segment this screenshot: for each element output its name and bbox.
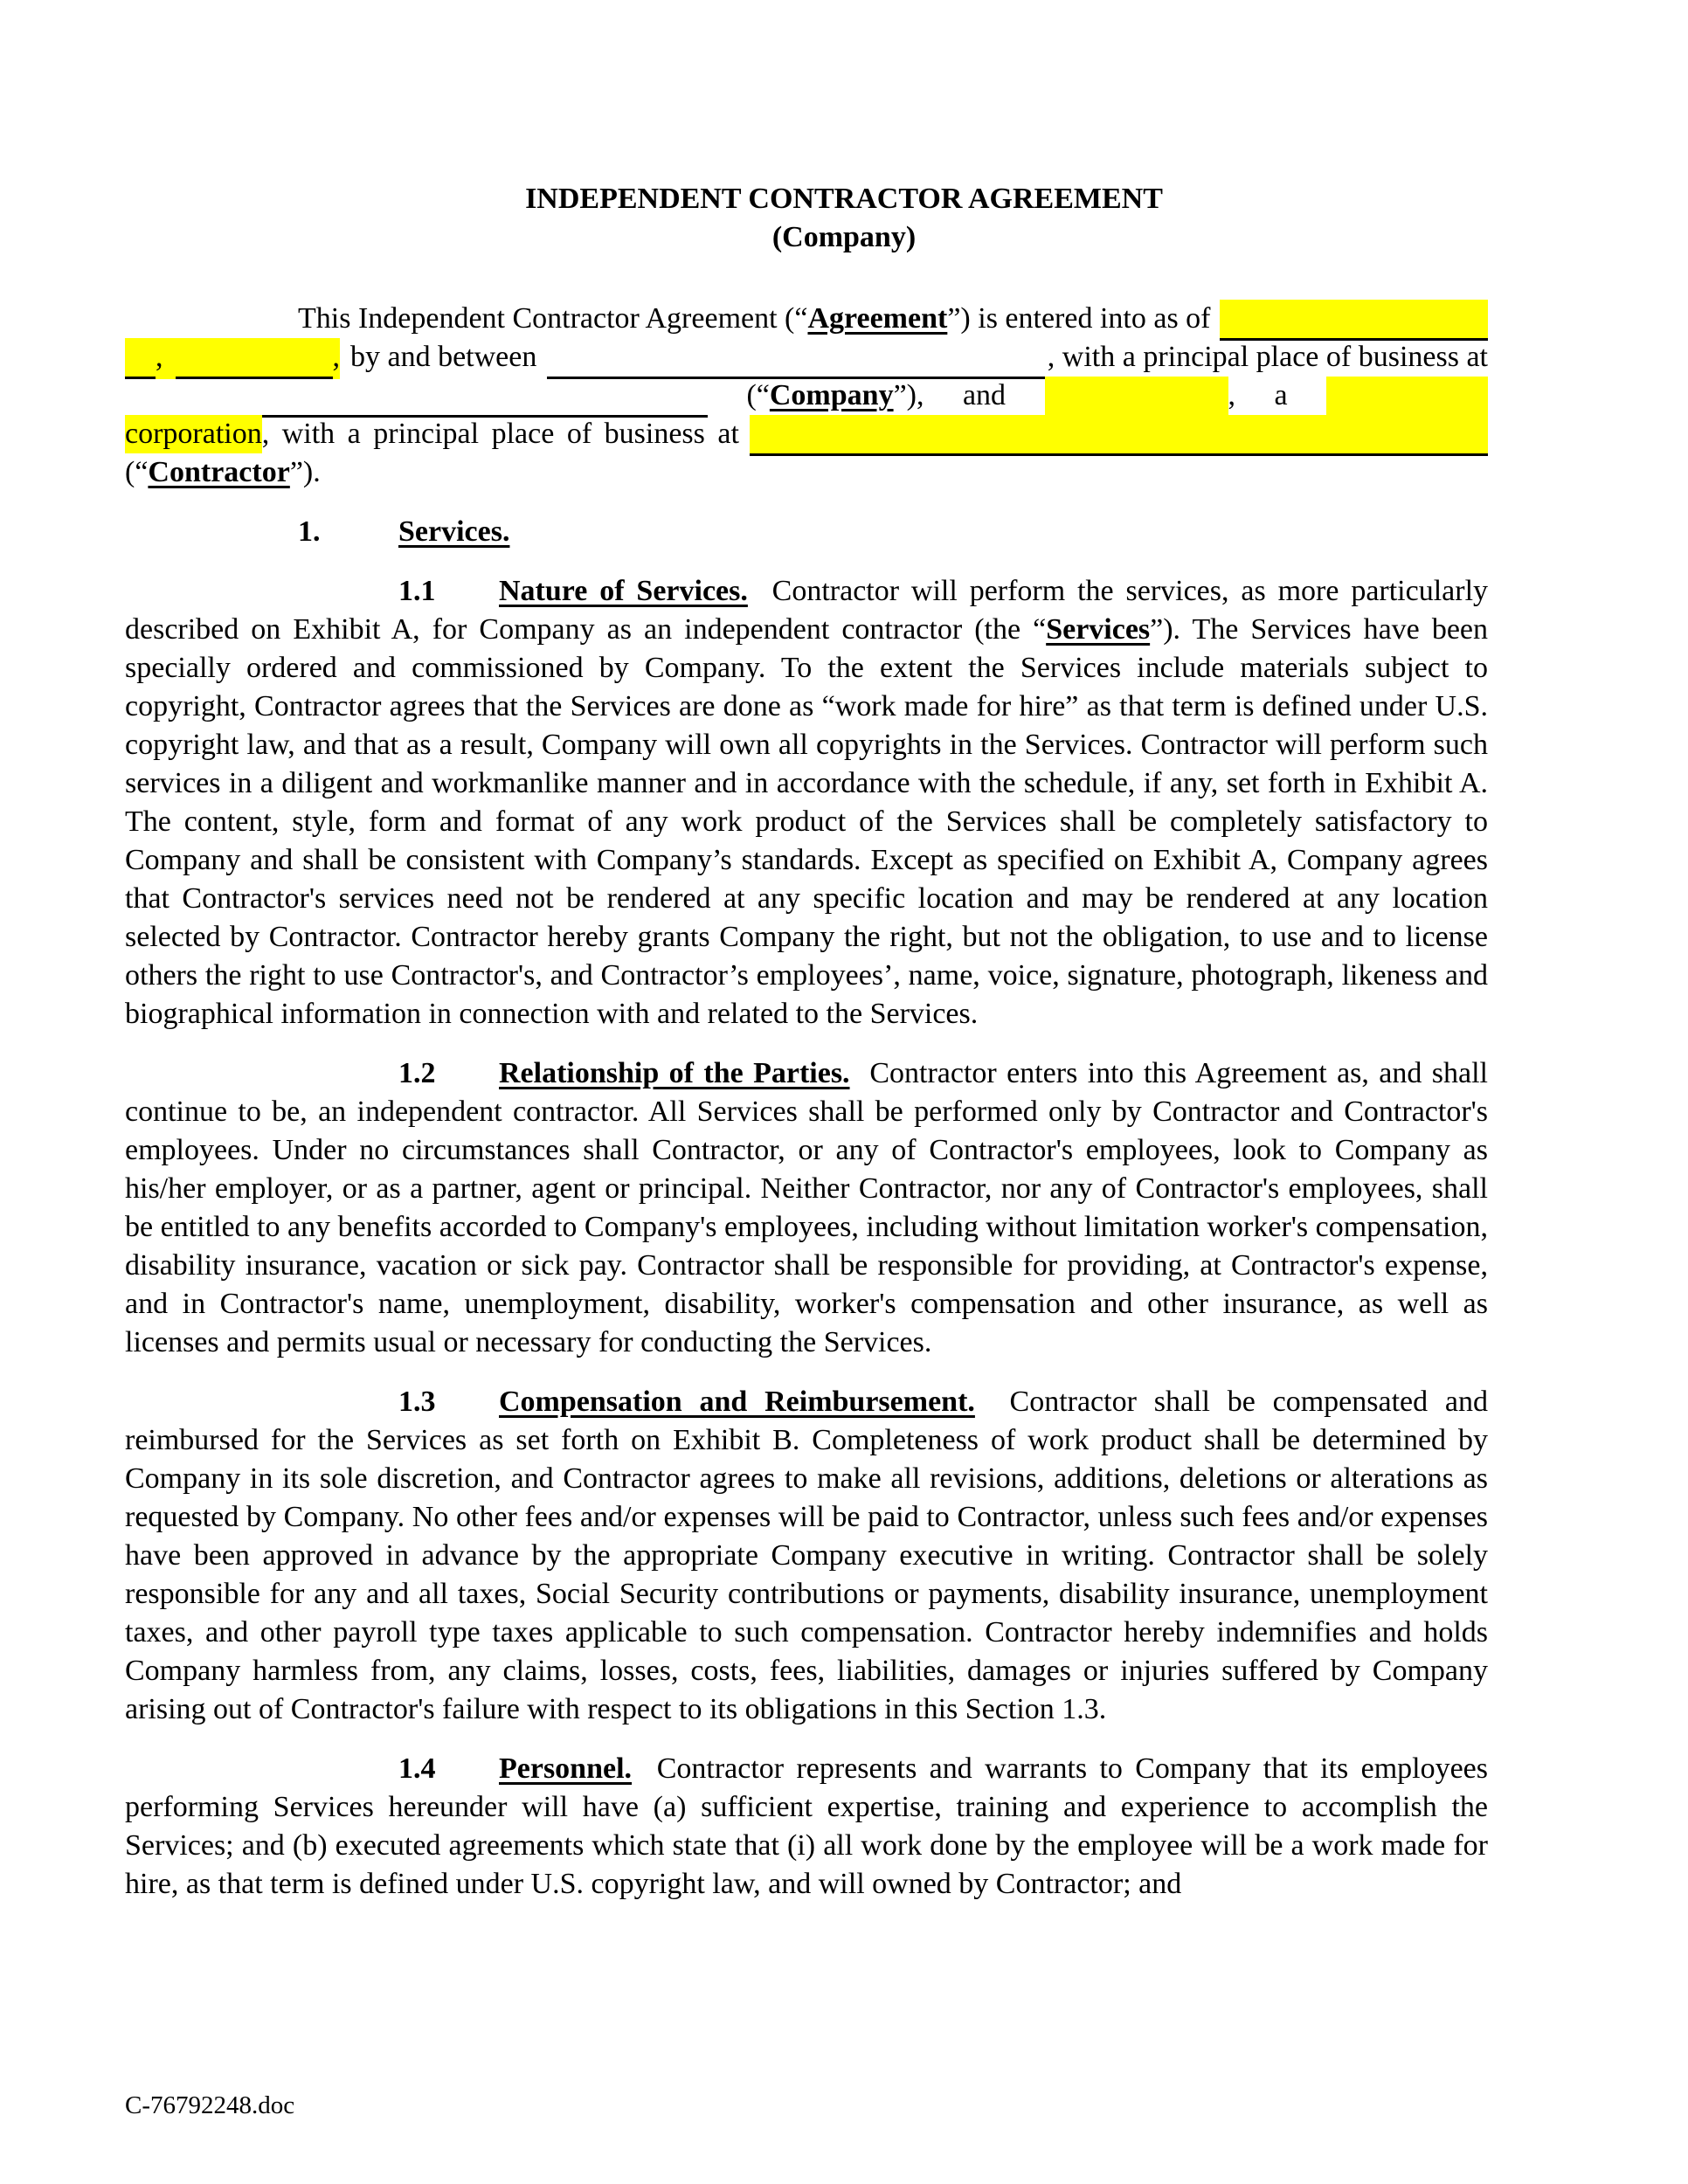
close-quote: ”), <box>893 379 924 411</box>
fill-in-blank-state-highlighted[interactable] <box>1326 377 1488 418</box>
fill-in-blank-company-address[interactable] <box>125 377 708 418</box>
fill-in-blank-contractor-address-highlighted[interactable] <box>750 415 1488 456</box>
section-number: 1. <box>298 515 321 548</box>
intro-line-2 <box>125 338 1488 377</box>
defined-term-agreement: Agreement <box>807 302 948 335</box>
open-quote: (“ <box>746 379 770 411</box>
section-heading: Services. <box>398 515 510 548</box>
comma: , <box>332 341 340 373</box>
section-1.4-paragraph <box>125 1750 1488 1904</box>
intro-line-1 <box>125 300 1488 338</box>
fill-in-blank-day-highlighted[interactable] <box>125 338 156 379</box>
section-number: 1.3 <box>398 1386 436 1418</box>
highlighted-blank-group <box>1045 377 1236 418</box>
defined-term-company: Company <box>769 379 894 411</box>
section-heading: Personnel. <box>499 1752 633 1785</box>
fill-in-blank-company-name[interactable] <box>547 338 1047 379</box>
body-text: Contractor enters into this Agreement as, and shall continue to be, an independent contractor. All Services shall be performed only by Contractor and Contractor's employees. Under no circumstances shall Contractor, or any of Contractor's employees, look to Company as his/her employer, or as a partner, agent or principal. Neither Contractor, nor any of Contractor's employees, shall be entitled to any benefits accorded to Company's employees, including without limitation worker's compensation, disability insurance, vacation or sick pay. Contractor shall be responsible for providing, at Contractor's expense, and in Contractor's name, unemployment, disability, worker's compensation and other insurance, as well as licenses and permits usual or necessary for conducting the Services. <box>125 1057 1489 1358</box>
section-heading: Compensation and Reimbursement. <box>499 1386 975 1418</box>
section-heading: Relationship of the Parties. <box>499 1057 850 1089</box>
defined-term-services: Services <box>1046 613 1151 646</box>
section-1-heading-paragraph <box>125 513 1488 551</box>
comma: , <box>156 341 163 373</box>
intro-line-4 <box>125 415 1488 453</box>
body-text: ”). The Services have been specially ordered and commissioned by Company. To the extent the Services include materials subject to copyright, Contractor agrees that the Services are done as “work made for hire” as that term is defined under U.S. copyright law, and that as a result, Company will own all copyrights in the Services. Contractor will perform such services in a diligent and workmanlike manner and in accordance with the schedule, if any, set forth in Exhibit A. The content, style, form and format of any work product of the Services shall be completely satisfactory to Company and shall be consistent with Company’s standards. Except as specified on Exhibit A, Company agrees that Contractor's services need not be rendered at any specific location and may be rendered at any location selected by Contractor. Contractor hereby grants Company the right, but not the obligation, to use and to license others the right to use Contractor's, and Contractor’s employees’, name, voice, signature, photograph, likeness and biographical information in connection with and related to the Services. <box>125 613 1488 1030</box>
a-text: a <box>1274 379 1288 411</box>
document-filename-footer: C-76792248.doc <box>125 2091 295 2119</box>
document-subtitle: (Company) <box>771 221 917 253</box>
intro-paragraph <box>125 300 1488 492</box>
section-number: 1.4 <box>398 1752 436 1785</box>
heading-gap <box>632 1752 657 1785</box>
section-1.3-paragraph <box>125 1383 1488 1729</box>
defined-term-contractor: Contractor <box>148 456 290 488</box>
intro-after-term-text: ”) is entered into as of <box>947 302 1211 335</box>
body-text: Contractor represents and warrants to Company that its employees performing Services hereunder will have (a) sufficient expertise, training and experience to accomplish the Services; and (b) executed agreements which state that (i) all work done by the employee will be a work made for hire, as that term is defined under U.S. copyright law, and will owned by Contractor; and <box>125 1752 1488 1900</box>
section-number: 1.1 <box>398 575 436 607</box>
corporation-word-highlighted: corporation <box>125 415 262 453</box>
with-principal-text-2: , with a principal place of business at <box>261 418 739 450</box>
body-text: Contractor shall be compensated and reimbursed for the Services as set forth on Exhibit B. Completeness of work product shall be determined by Company in its sole discretion, and Contractor agrees to make all revisions, additions, deletions or alterations as requested by Company. No other fees and/or expenses will be paid to Contractor, unless such fees and/or expenses have been approved in advance by the appropriate Company executive in writing. Contractor shall be solely responsible for any and all taxes, Social Security contributions or payments, disability insurance, unemployment taxes, and other payroll type taxes applicable to such compensation. Contractor hereby indemnifies and holds Company harmless from, any claims, losses, costs, fees, liabilities, damages or injuries suffered by Company arising out of Contractor's failure with respect to its obligations in this Section 1.3. <box>125 1386 1488 1725</box>
contractor-term-group <box>125 453 321 492</box>
document-title-block <box>0 180 1688 257</box>
document-title: INDEPENDENT CONTRACTOR AGREEMENT <box>525 183 1163 215</box>
section-1.2-paragraph <box>125 1054 1488 1362</box>
intro-line-5 <box>125 453 1488 492</box>
fill-in-blank-year-highlighted[interactable] <box>176 338 333 379</box>
heading-gap <box>850 1057 870 1089</box>
heading-gap <box>975 1386 1010 1418</box>
by-and-between-text: by and between <box>350 341 537 373</box>
heading-gap <box>748 575 772 607</box>
body-text: Contractor will perform the services, as more particularly described on Exhibit A, for Company as an independent contractor (the “ <box>125 575 1489 646</box>
with-principal-text: , with a principal place of business at <box>1047 341 1488 373</box>
intro-lead-text: This Independent Contractor Agreement (“ <box>298 302 808 335</box>
comma: , <box>1228 379 1235 411</box>
section-number: 1.2 <box>398 1057 436 1089</box>
open-quote: (“ <box>125 456 149 488</box>
document-body <box>125 300 1488 1925</box>
section-1.1-paragraph <box>125 572 1488 1033</box>
highlighted-blank-group <box>125 338 340 379</box>
and-text: and <box>962 379 1007 411</box>
fill-in-blank-date-highlighted[interactable] <box>1220 300 1489 341</box>
company-term-group <box>746 377 924 415</box>
intro-line-3 <box>125 377 1488 415</box>
fill-in-blank-contractor-name-highlighted[interactable] <box>1045 377 1228 418</box>
close-quote: ”). <box>289 456 321 488</box>
section-heading: Nature of Services. <box>499 575 748 607</box>
